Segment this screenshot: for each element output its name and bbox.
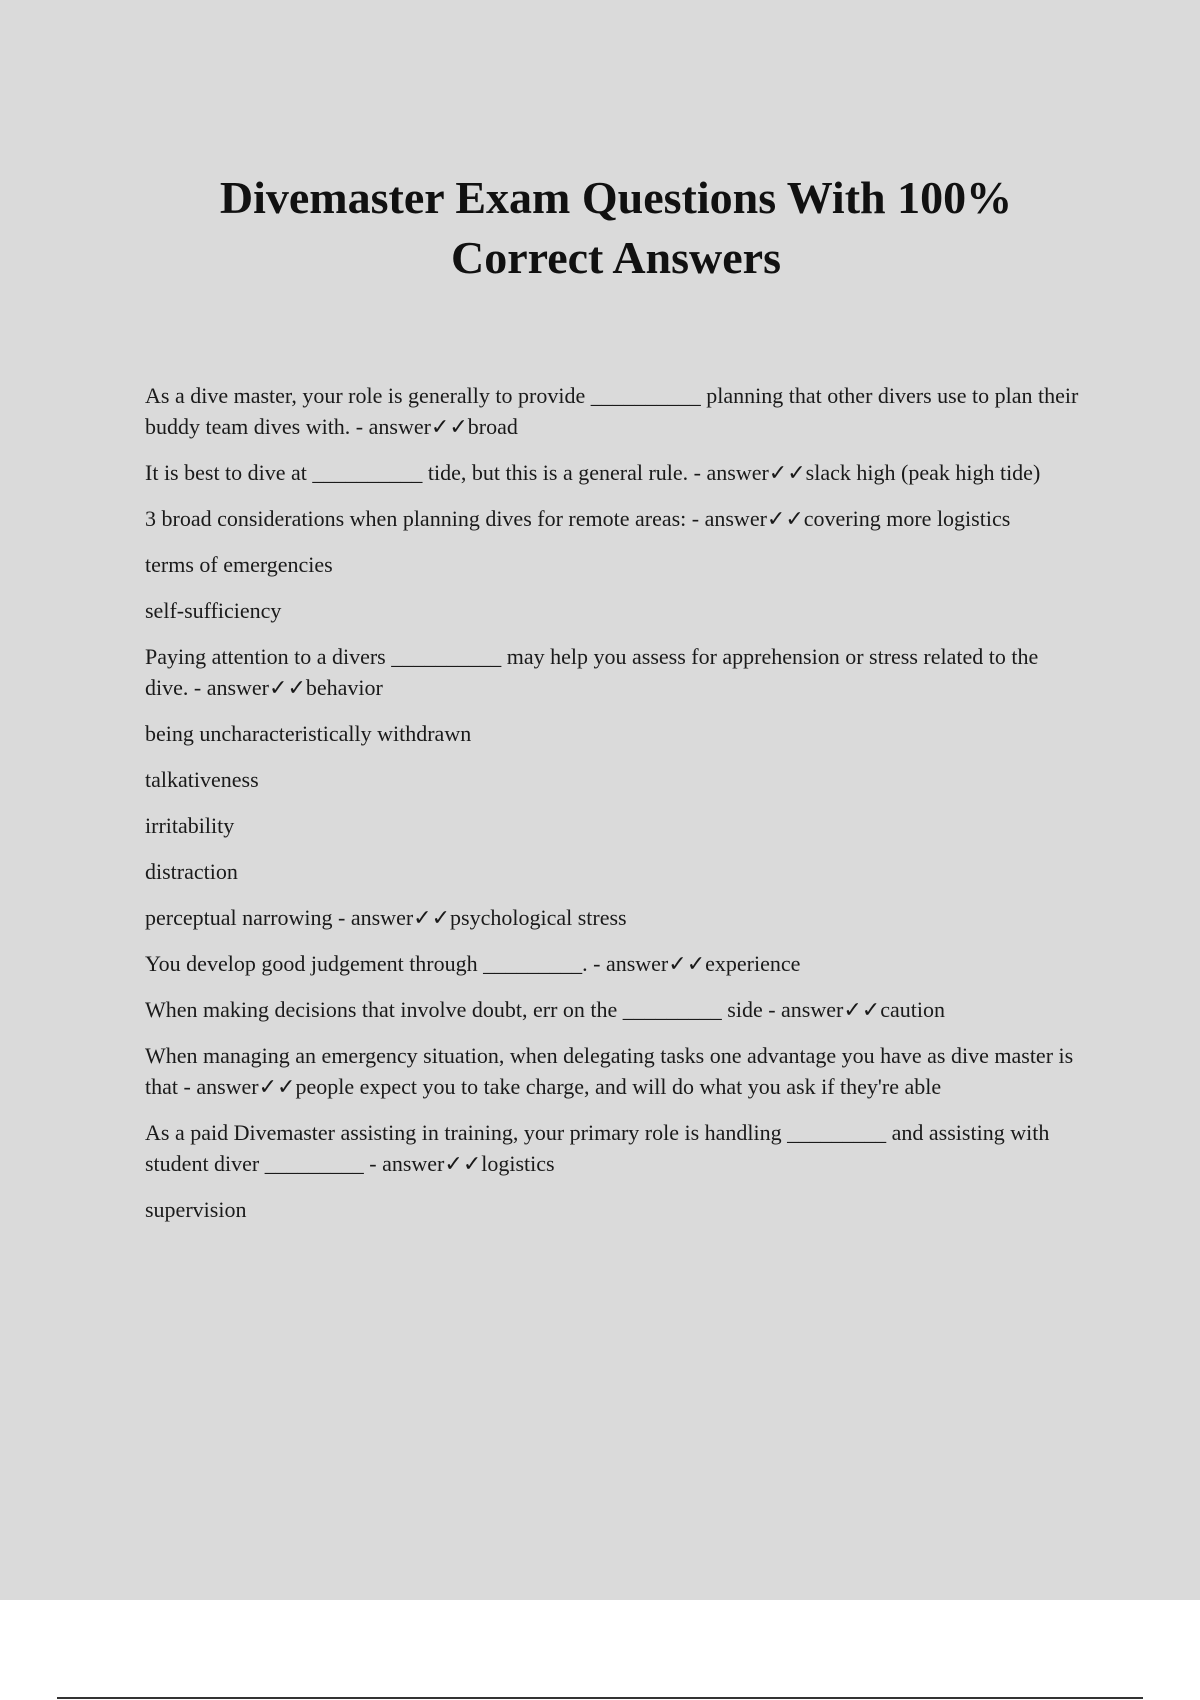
qa-paragraph: It is best to dive at __________ tide, but this is a general rule. - answer✓✓slack high (peak high tide) [145, 460, 1041, 485]
qa-paragraph: You develop good judgement through _________. - answer✓✓experience [145, 951, 801, 976]
qa-paragraph: irritability [145, 813, 235, 838]
qa-paragraph: terms of emergencies [145, 552, 333, 577]
footer-divider [57, 1697, 1143, 1699]
qa-paragraph: supervision [145, 1197, 247, 1222]
qa-paragraph: When making decisions that involve doubt, err on the _________ side - answer✓✓caution [145, 997, 945, 1022]
title-line-1: Divemaster Exam Questions With 100% [219, 172, 1013, 223]
qa-paragraph: distraction [145, 859, 238, 884]
qa-paragraph: perceptual narrowing - answer✓✓psychological stress [145, 905, 627, 930]
title-line-2: Correct Answers [451, 232, 781, 283]
qa-paragraph: 3 broad considerations when planning dives for remote areas: - answer✓✓covering more logistics [145, 506, 1011, 531]
qa-paragraph: talkativeness [145, 767, 259, 792]
qa-paragraph: As a paid Divemaster assisting in training, your primary role is handling _________ and assisting with student diver _________ - answer✓✓logistics [145, 1120, 1050, 1176]
qa-paragraph: self-sufficiency [145, 598, 282, 623]
qa-paragraph: being uncharacteristically withdrawn [145, 721, 472, 746]
qa-paragraph: Paying attention to a divers __________ may help you assess for apprehension or stress related to the dive. - answer✓✓behavior [145, 644, 1039, 700]
qa-paragraph: When managing an emergency situation, when delegating tasks one advantage you have as dive master is that - answer✓✓people expect you to take charge, and will do what you ask if they're able [145, 1043, 1074, 1099]
page-title [0, 168, 1200, 288]
qa-list [145, 380, 1085, 1240]
qa-paragraph: As a dive master, your role is generally to provide __________ planning that other divers use to plan their buddy team dives with. - answer✓✓broad [145, 383, 1079, 439]
